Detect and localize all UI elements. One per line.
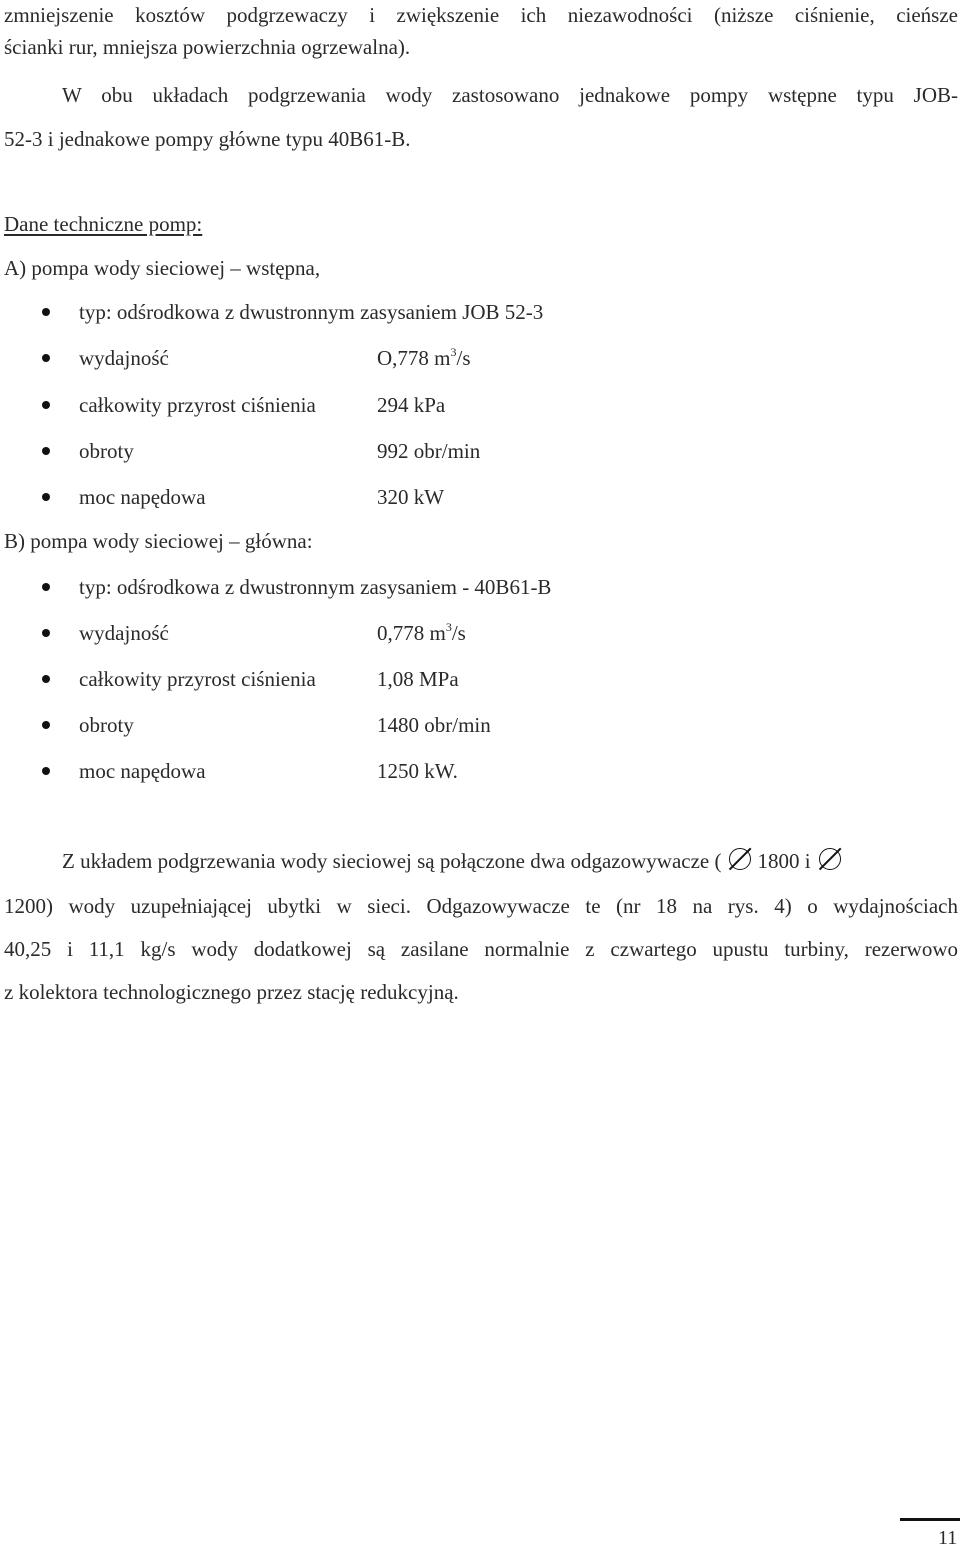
intro-line-4: 52-3 i jednakowe pompy główne typu 40B61-B. [4,127,411,151]
pump-b-label-capacity: wydajność [79,621,169,645]
pump-b-label-power: moc napędowa [79,759,206,783]
deaerator-line-4: z kolektora technologicznego przez stację redukcyjną. [4,980,459,1004]
pump-b-value-capacity: 0,778 $m^3/s$ [377,620,466,645]
pump-a-label-power: moc napędowa [79,485,206,509]
pump-b-heading: B) pompa wody sieciowej – główna: [4,529,313,553]
pump-b-label-speed: obroty [79,713,134,737]
bullet-icon [42,447,50,455]
pump-a-value-power: 320 kW [377,485,445,509]
pump-a-label-pressure: całkowity przyrost ciśnienia [79,393,316,417]
bullet-icon [42,583,50,591]
bullet-icon [42,721,50,729]
diameter-icon [729,848,751,870]
pump-a-label-capacity: wydajność [79,346,169,370]
diameter-icon [819,848,841,870]
intro-line-1: zmniejszenie kosztów podgrzewaczy i zwiększenie ich niezawodności (niższe ciśnienie, cieńsze [4,3,958,27]
pump-b-value-power: 1250 kW. [377,759,458,783]
footer-rule [900,1518,960,1521]
intro-line-2: ścianki rur, mniejsza powierzchnia ogrzewalna). [4,35,411,59]
deaerator-line-1: Z układem podgrzewania wody sieciowej są połączone dwa odgazowywacze ( 1800 i [62,848,847,874]
pump-a-value-pressure: 294 kPa [377,393,446,417]
pump-a-label-speed: obroty [79,439,134,463]
bullet-icon [42,354,50,362]
bullet-icon [42,629,50,637]
bullet-icon [42,675,50,683]
pump-b-type: typ: odśrodkowa z dwustronnym zasysaniem - 40B61-B [79,575,552,599]
pump-b-label-pressure: całkowity przyrost ciśnienia [79,667,316,691]
bullet-icon [42,493,50,501]
bullet-icon [42,308,50,316]
spec-heading: Dane techniczne pomp: [4,212,203,236]
deaerator-line-3: 40,25 i 11,1 kg/s wody dodatkowej są zasilane normalnie z czwartego upustu turbiny, rezerwowo [4,937,958,961]
pump-a-value-capacity: O,778 $m^3/s$ [377,345,471,370]
bullet-icon [42,401,50,409]
pump-b-value-speed: 1480 obr/min [377,713,491,737]
pump-a-value-speed: 992 obr/min [377,439,481,463]
pump-a-type: typ: odśrodkowa z dwustronnym zasysaniem JOB 52-3 [79,300,544,324]
intro-line-3: W obu układach podgrzewania wody zastosowano jednakowe pompy wstępne typu JOB- [62,83,958,107]
pump-a-heading: A) pompa wody sieciowej – wstępna, [4,256,321,280]
pump-b-value-pressure: 1,08 MPa [377,667,459,691]
deaerator-line-2: 1200) wody uzupełniającej ubytki w sieci. Odgazowywacze te (nr 18 na rys. 4) o wydajnościach [4,894,958,918]
page-number: 11 [938,1527,958,1549]
bullet-icon [42,767,50,775]
